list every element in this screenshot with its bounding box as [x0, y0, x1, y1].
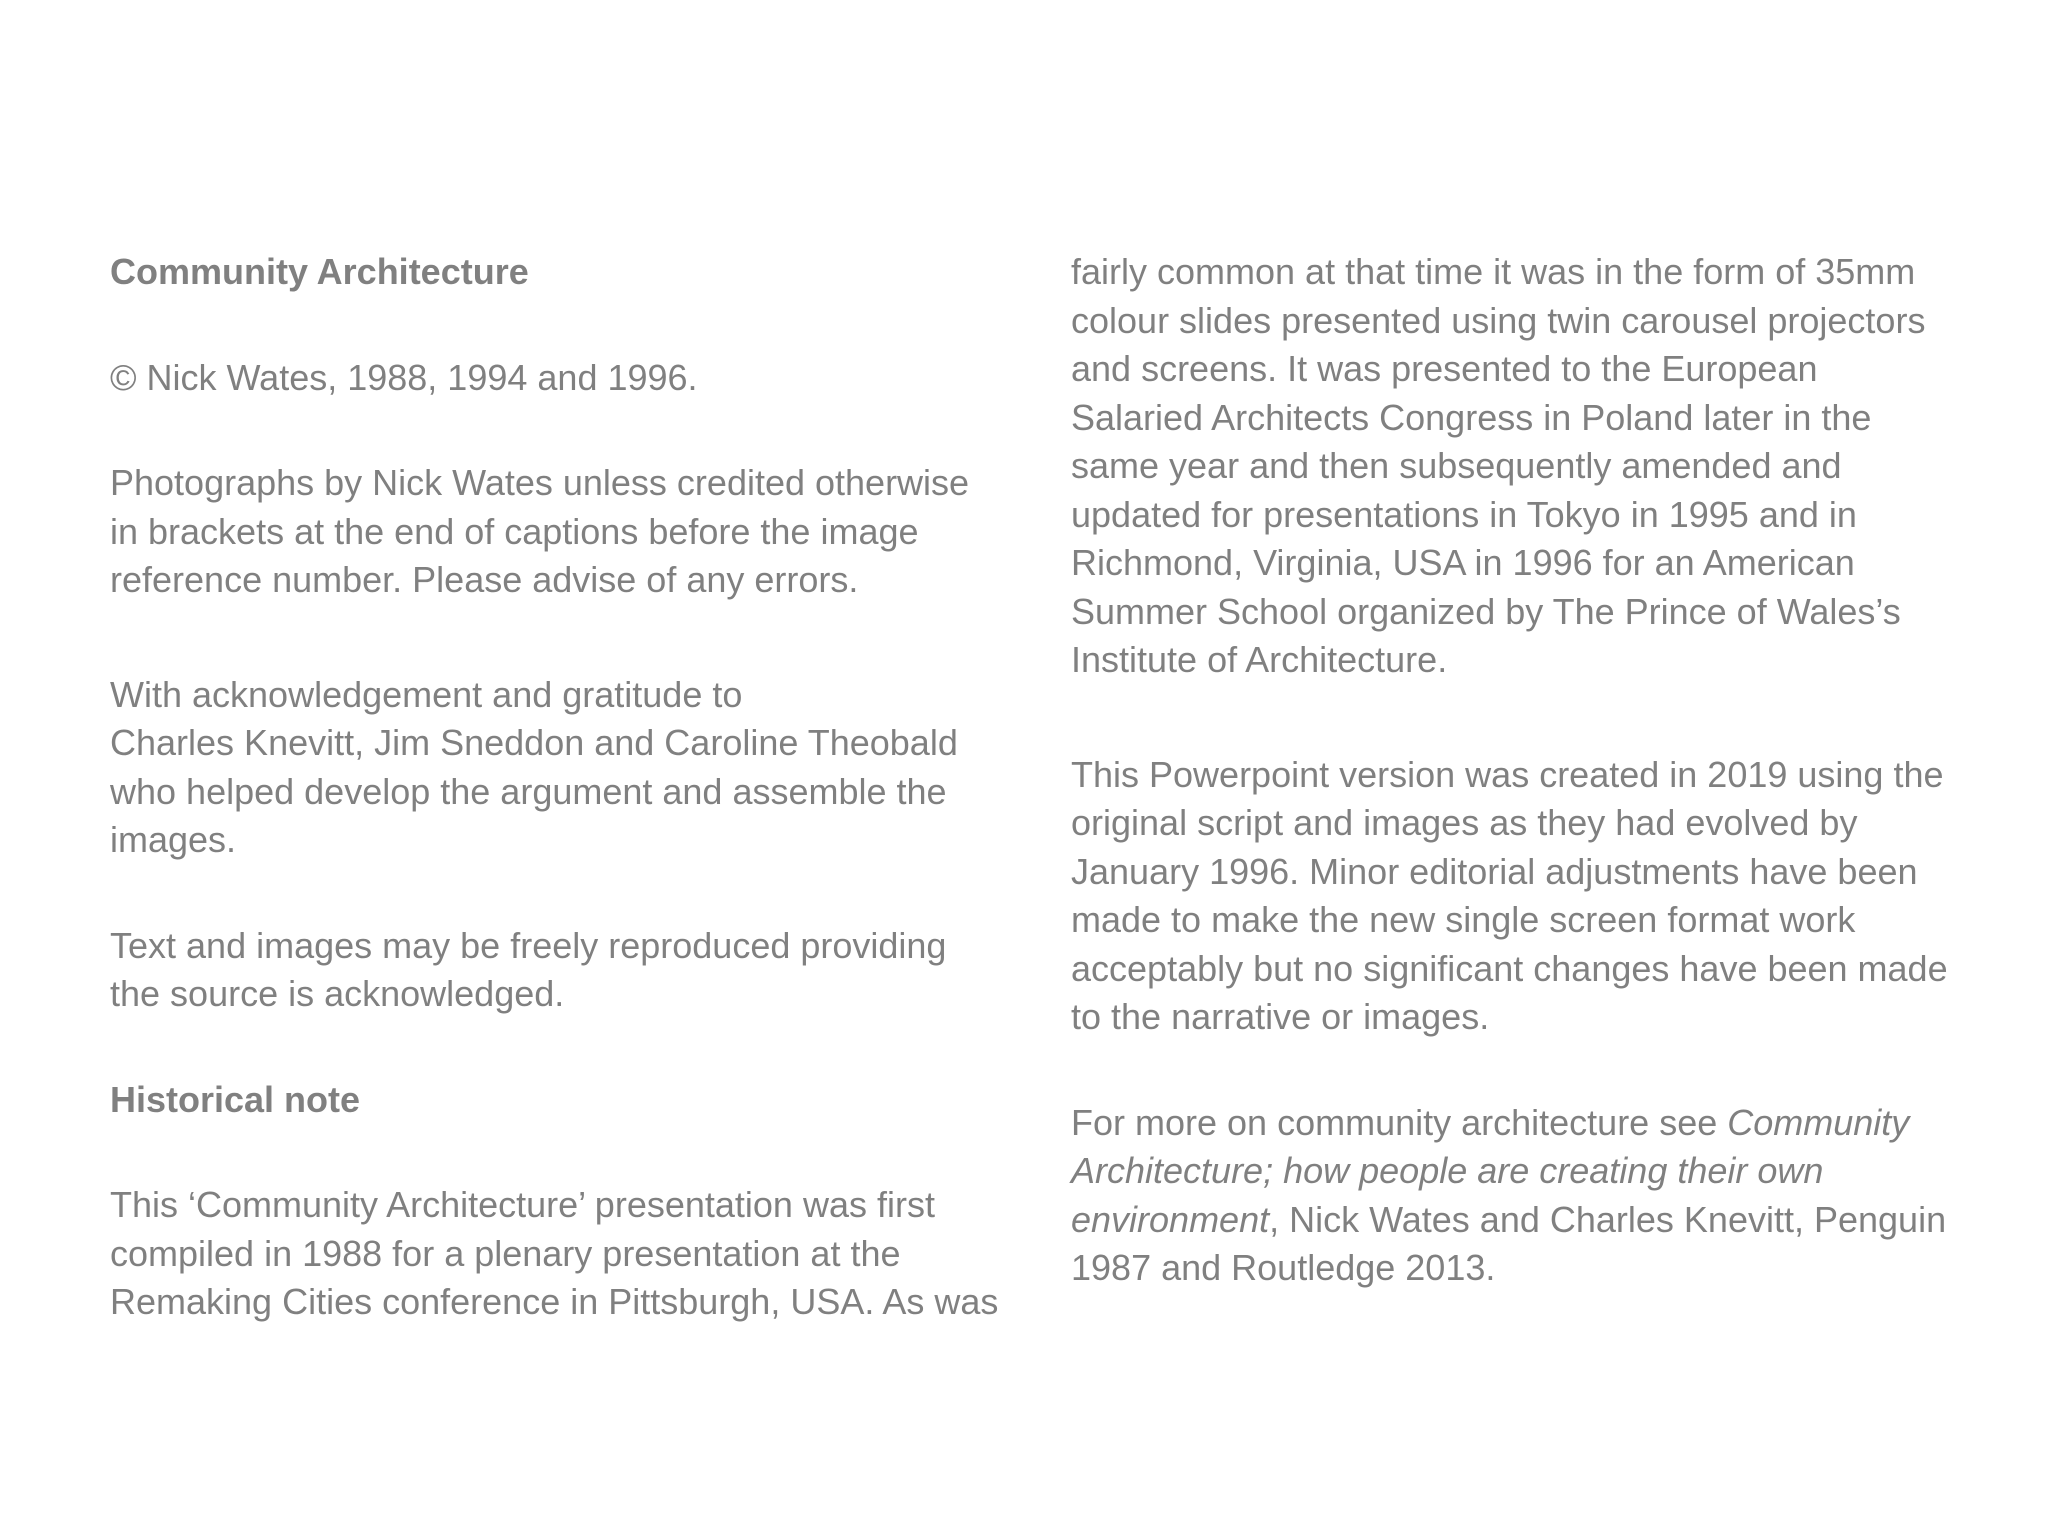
- text-line: original script and images as they had evolved by: [1071, 802, 1858, 843]
- historical-note-text: [110, 1181, 1010, 1327]
- text-line: This Powerpoint version was created in 2019 using the: [1071, 753, 1944, 795]
- text-line: fairly common at that time it was in the form of 35mm: [1071, 251, 1916, 292]
- text-line: reference number. Please advise of any errors.: [110, 559, 859, 600]
- powerpoint-version-note: [1071, 751, 2001, 1042]
- reproduction-notice: [110, 922, 1010, 1019]
- text-line: Charles Knevitt, Jim Sneddon and Caroline Theobald: [110, 722, 958, 763]
- acknowledgement-paragraph: [110, 671, 1010, 865]
- text-line: Institute of Architecture.: [1071, 639, 1448, 680]
- book-title: Architecture; how people are creating their own: [1071, 1150, 1824, 1191]
- text-line: January 1996. Minor editorial adjustments have been: [1071, 850, 1918, 892]
- copyright-notice: © Nick Wates, 1988, 1994 and 1996.: [110, 356, 698, 398]
- text-line: compiled in 1988 for a plenary presentation at the: [110, 1232, 901, 1274]
- text-line: and screens. It was presented to the European: [1071, 348, 1818, 389]
- text-line: to the narrative or images.: [1071, 996, 1490, 1037]
- historical-note-heading: Historical note: [110, 1078, 361, 1120]
- text-line: the source is acknowledged.: [110, 973, 565, 1014]
- text-line: who helped develop the argument and assemble the: [110, 770, 947, 812]
- right-column: [1071, 248, 2001, 1293]
- document-title: Community Architecture: [110, 251, 529, 292]
- text-line: Text and images may be freely reproduced providing: [110, 924, 947, 966]
- book-title: Community: [1727, 1101, 1910, 1143]
- further-reading: [1071, 1099, 2001, 1293]
- photographs-credit: [110, 459, 1010, 605]
- book-title: environment: [1071, 1198, 1270, 1240]
- text-line: [1071, 1196, 2001, 1245]
- historical-note-continuation: [1071, 248, 2001, 685]
- text-line: made to make the new single screen format work: [1071, 899, 1856, 940]
- text-line: acceptably but no significant changes have been made: [1071, 947, 1948, 989]
- text-line: Photographs by Nick Wates unless credited otherwise: [110, 462, 970, 503]
- text-line: Remaking Cities conference in Pittsburgh, USA. As was: [110, 1281, 999, 1322]
- left-column: [110, 248, 1010, 1327]
- text-line: images.: [110, 819, 237, 860]
- text-line: Salaried Architects Congress in Poland later in the: [1071, 396, 1872, 438]
- text-line: [1071, 1099, 2001, 1148]
- book-authors-publisher: , Nick Wates and Charles Knevitt, Penguin: [1269, 1198, 1947, 1240]
- text-line: [1071, 1147, 2001, 1196]
- text-line: With acknowledgement and gratitude to: [110, 673, 743, 715]
- text-line: Summer School organized by The Prince of Wales’s: [1071, 590, 1901, 632]
- text-line: Richmond, Virginia, USA in 1996 for an American: [1071, 542, 1855, 583]
- text-line: same year and then subsequently amended and: [1071, 445, 1842, 486]
- text-line: 1987 and Routledge 2013.: [1071, 1247, 1496, 1288]
- text-line: colour slides presented using twin carousel projectors: [1071, 299, 1926, 341]
- text-line: updated for presentations in Tokyo in 1995 and in: [1071, 493, 1857, 535]
- text-line: in brackets at the end of captions before the image: [110, 510, 919, 552]
- text-line: This ‘Community Architecture’ presentation was first: [110, 1184, 935, 1225]
- further-reading-intro: For more on community architecture see: [1071, 1101, 1728, 1143]
